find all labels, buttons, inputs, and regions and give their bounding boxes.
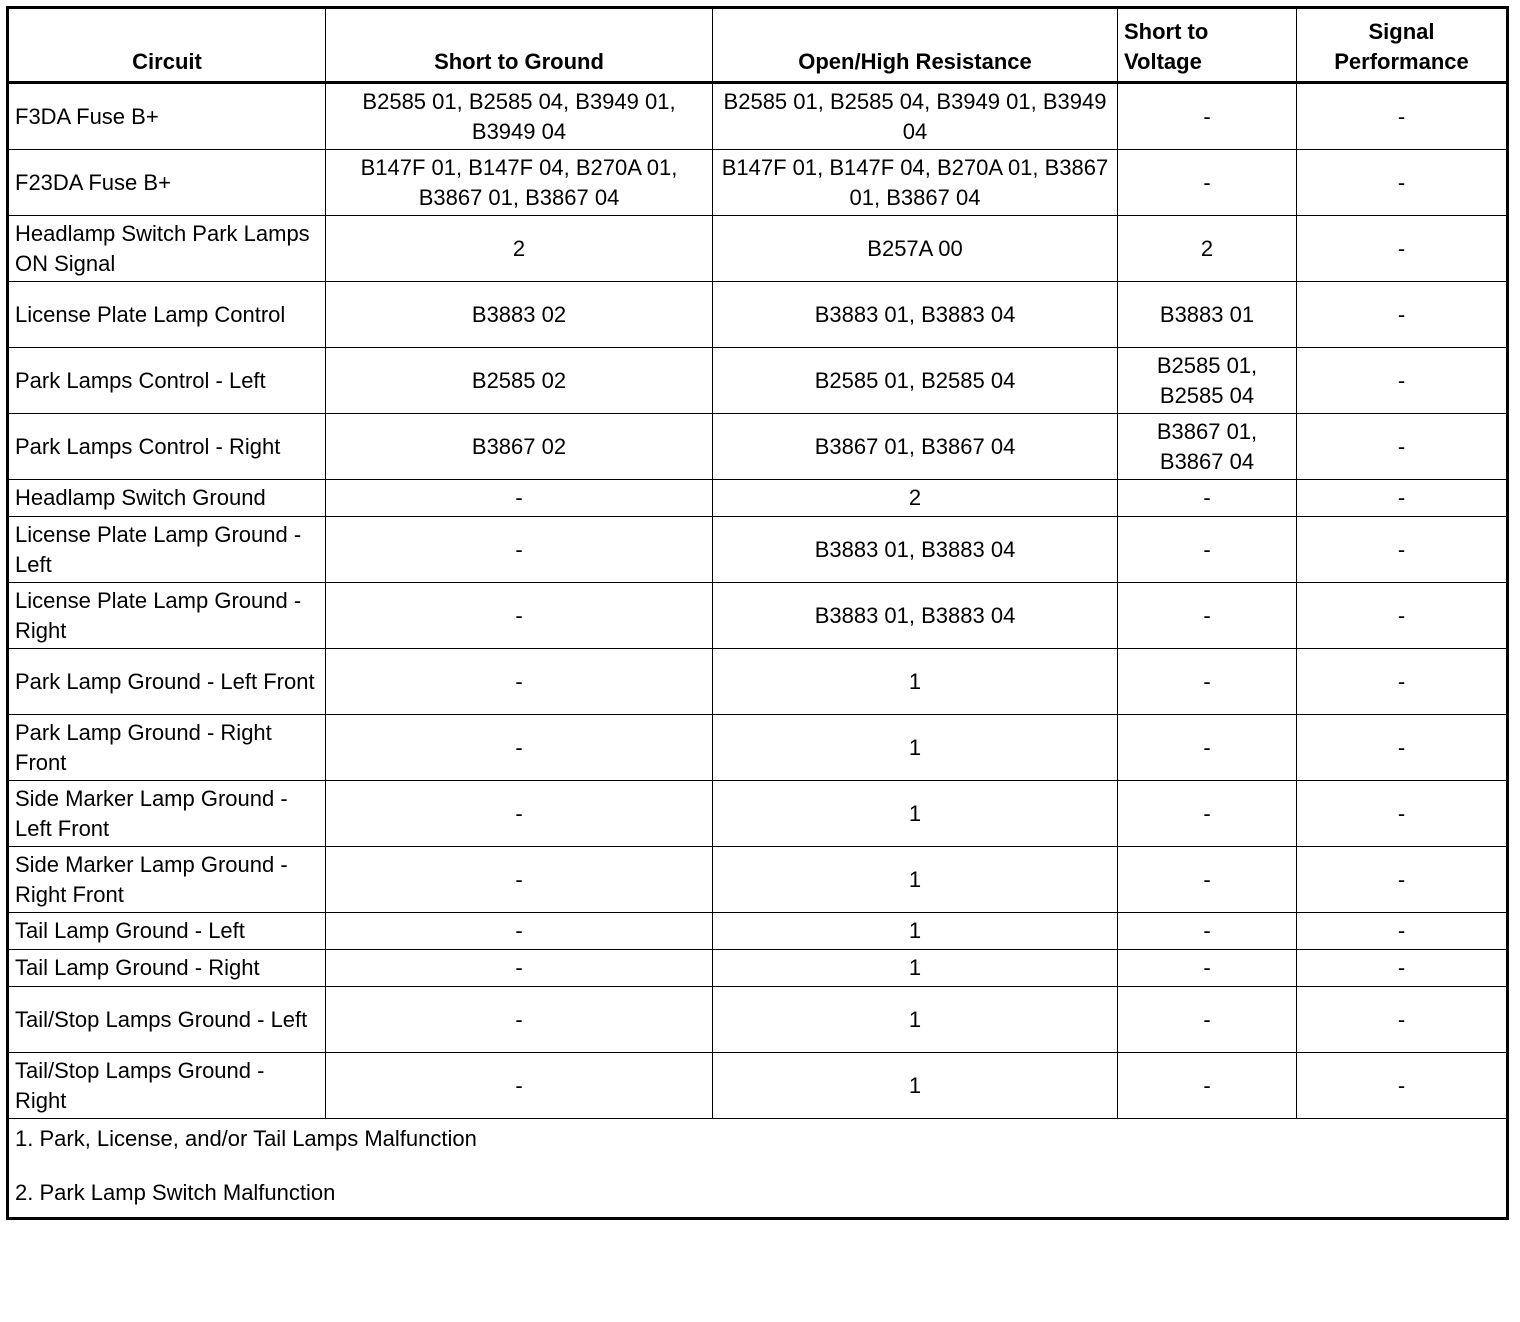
table-row: [8, 83, 1508, 150]
cell-circuit: Side Marker Lamp Ground - Right Front: [8, 847, 326, 913]
cell-short-to-voltage: -: [1118, 583, 1297, 649]
cell-open-high-resistance: B257A 00: [713, 216, 1118, 282]
cell-short-to-voltage: -: [1118, 913, 1297, 950]
circuit-diagnostic-table: [6, 6, 1509, 1220]
cell-short-to-ground: 2: [326, 216, 713, 282]
cell-short-to-ground: -: [326, 649, 713, 715]
cell-open-high-resistance: B147F 01, B147F 04, B270A 01, B3867 01, B3867 04: [713, 150, 1118, 216]
cell-open-high-resistance: B2585 01, B2585 04: [713, 348, 1118, 414]
cell-short-to-voltage: -: [1118, 480, 1297, 517]
cell-short-to-ground: -: [326, 715, 713, 781]
table-row: [8, 282, 1508, 348]
cell-short-to-ground: B147F 01, B147F 04, B270A 01, B3867 01, B3867 04: [326, 150, 713, 216]
cell-circuit: Side Marker Lamp Ground - Left Front: [8, 781, 326, 847]
header-short-to-voltage: Short to Voltage: [1118, 8, 1297, 83]
cell-open-high-resistance: 1: [713, 913, 1118, 950]
cell-short-to-voltage: -: [1118, 781, 1297, 847]
notes-row: [8, 1119, 1508, 1219]
table-row: [8, 847, 1508, 913]
cell-short-to-voltage: -: [1118, 517, 1297, 583]
cell-circuit: License Plate Lamp Control: [8, 282, 326, 348]
header-circuit: Circuit: [8, 8, 326, 83]
cell-open-high-resistance: 1: [713, 987, 1118, 1053]
cell-signal-performance: -: [1297, 480, 1508, 517]
cell-short-to-ground: B2585 01, B2585 04, B3949 01, B3949 04: [326, 83, 713, 150]
cell-short-to-ground: B2585 02: [326, 348, 713, 414]
cell-short-to-ground: B3883 02: [326, 282, 713, 348]
header-row: [8, 8, 1508, 83]
table-row: [8, 216, 1508, 282]
cell-short-to-ground: B3867 02: [326, 414, 713, 480]
cell-short-to-ground: -: [326, 781, 713, 847]
cell-circuit: Tail/Stop Lamps Ground - Left: [8, 987, 326, 1053]
table-body: [8, 83, 1508, 1219]
cell-open-high-resistance: B3883 01, B3883 04: [713, 517, 1118, 583]
table-row: [8, 913, 1508, 950]
header-short-to-ground: Short to Ground: [326, 8, 713, 83]
cell-short-to-ground: -: [326, 583, 713, 649]
table-row: [8, 348, 1508, 414]
table-row: [8, 517, 1508, 583]
cell-short-to-voltage: -: [1118, 715, 1297, 781]
cell-short-to-voltage: B3883 01: [1118, 282, 1297, 348]
table-row: [8, 715, 1508, 781]
cell-signal-performance: -: [1297, 348, 1508, 414]
cell-signal-performance: -: [1297, 150, 1508, 216]
table-header: [8, 8, 1508, 83]
cell-circuit: Tail/Stop Lamps Ground - Right: [8, 1053, 326, 1119]
table-row: [8, 950, 1508, 987]
cell-short-to-ground: -: [326, 987, 713, 1053]
cell-short-to-voltage: 2: [1118, 216, 1297, 282]
cell-short-to-voltage: -: [1118, 649, 1297, 715]
cell-signal-performance: -: [1297, 517, 1508, 583]
header-signal-performance: Signal Performance: [1297, 8, 1508, 83]
cell-signal-performance: -: [1297, 987, 1508, 1053]
cell-short-to-voltage: -: [1118, 83, 1297, 150]
cell-open-high-resistance: B2585 01, B2585 04, B3949 01, B3949 04: [713, 83, 1118, 150]
cell-signal-performance: -: [1297, 950, 1508, 987]
cell-short-to-ground: -: [326, 1053, 713, 1119]
cell-short-to-voltage: B3867 01, B3867 04: [1118, 414, 1297, 480]
cell-open-high-resistance: 1: [713, 950, 1118, 987]
cell-signal-performance: -: [1297, 649, 1508, 715]
cell-signal-performance: -: [1297, 715, 1508, 781]
table-row: [8, 150, 1508, 216]
cell-circuit: F3DA Fuse B+: [8, 83, 326, 150]
table-row: [8, 414, 1508, 480]
cell-signal-performance: -: [1297, 781, 1508, 847]
cell-open-high-resistance: 1: [713, 781, 1118, 847]
cell-short-to-ground: -: [326, 480, 713, 517]
cell-signal-performance: -: [1297, 83, 1508, 150]
cell-open-high-resistance: 1: [713, 649, 1118, 715]
table-row: [8, 583, 1508, 649]
cell-signal-performance: -: [1297, 1053, 1508, 1119]
table-row: [8, 987, 1508, 1053]
cell-short-to-ground: -: [326, 517, 713, 583]
cell-short-to-voltage: -: [1118, 847, 1297, 913]
cell-short-to-voltage: -: [1118, 950, 1297, 987]
cell-signal-performance: -: [1297, 414, 1508, 480]
cell-circuit: Headlamp Switch Park Lamps ON Signal: [8, 216, 326, 282]
cell-short-to-voltage: B2585 01, B2585 04: [1118, 348, 1297, 414]
circuit-diagnostic-table-container: [6, 6, 1506, 1220]
cell-open-high-resistance: B3883 01, B3883 04: [713, 583, 1118, 649]
cell-circuit: License Plate Lamp Ground - Right: [8, 583, 326, 649]
notes-cell: [8, 1119, 1508, 1219]
cell-circuit: Tail Lamp Ground - Right: [8, 950, 326, 987]
cell-circuit: Park Lamps Control - Right: [8, 414, 326, 480]
cell-short-to-voltage: -: [1118, 150, 1297, 216]
cell-short-to-ground: -: [326, 913, 713, 950]
cell-open-high-resistance: B3883 01, B3883 04: [713, 282, 1118, 348]
footnote-2: 2. Park Lamp Switch Malfunction: [15, 1180, 336, 1205]
header-open-high-resistance: Open/High Resistance: [713, 8, 1118, 83]
footnote-1: 1. Park, License, and/or Tail Lamps Malfunction: [15, 1126, 477, 1151]
table-row: [8, 649, 1508, 715]
cell-open-high-resistance: B3867 01, B3867 04: [713, 414, 1118, 480]
cell-open-high-resistance: 2: [713, 480, 1118, 517]
cell-circuit: License Plate Lamp Ground - Left: [8, 517, 326, 583]
cell-short-to-voltage: -: [1118, 987, 1297, 1053]
cell-signal-performance: -: [1297, 583, 1508, 649]
table-row: [8, 1053, 1508, 1119]
cell-circuit: Tail Lamp Ground - Left: [8, 913, 326, 950]
table-row: [8, 480, 1508, 517]
cell-short-to-voltage: -: [1118, 1053, 1297, 1119]
cell-short-to-ground: -: [326, 847, 713, 913]
cell-short-to-ground: -: [326, 950, 713, 987]
cell-signal-performance: -: [1297, 847, 1508, 913]
cell-signal-performance: -: [1297, 913, 1508, 950]
cell-signal-performance: -: [1297, 282, 1508, 348]
cell-open-high-resistance: 1: [713, 847, 1118, 913]
cell-circuit: Park Lamp Ground - Left Front: [8, 649, 326, 715]
table-row: [8, 781, 1508, 847]
cell-open-high-resistance: 1: [713, 715, 1118, 781]
cell-open-high-resistance: 1: [713, 1053, 1118, 1119]
cell-circuit: Park Lamps Control - Left: [8, 348, 326, 414]
cell-circuit: F23DA Fuse B+: [8, 150, 326, 216]
cell-circuit: Headlamp Switch Ground: [8, 480, 326, 517]
cell-signal-performance: -: [1297, 216, 1508, 282]
cell-circuit: Park Lamp Ground - Right Front: [8, 715, 326, 781]
